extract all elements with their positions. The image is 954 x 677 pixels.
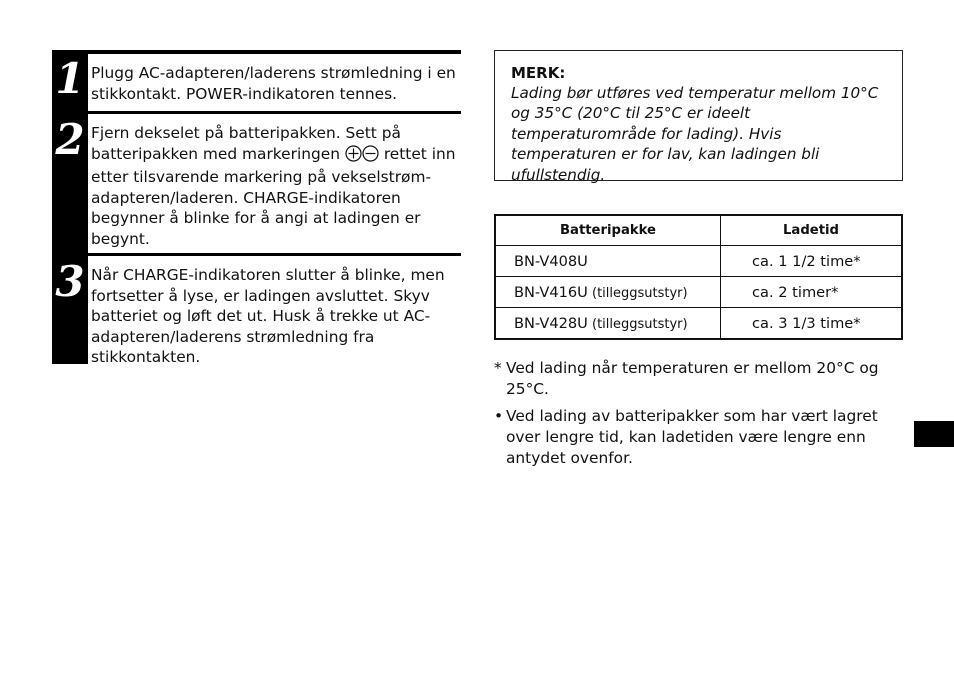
step-number: 2 [52,111,88,253]
footnote-temperature [494,358,894,400]
step-text-before: Fjern dekselet på batteripakken. Sett på batteripakken med markeringen [91,124,401,163]
step-number: 1 [52,50,88,111]
footnote-text: Ved lading når temperaturen er mellom 20°C og 25°C. [506,359,879,398]
step-1 [52,50,461,111]
table-row [495,308,902,340]
step-text: Når CHARGE-indikatoren slutter å blinke, men fortsetter å lyse, er ladingen avsluttet. Skyv batteriet og løft det ut. Husk å trekke ut AC-adapteren/laderens strømledning fra stikkontakten. [88,253,461,364]
charging-time-table [494,214,903,340]
battery-model: BN-V428U (tilleggsutstyr) [495,308,721,340]
note-text: Lading bør utføres ved temperatur mellom 10°C og 35°C (20°C til 25°C er ideelt temperaturområde for lading). Hvis temperaturen er for lav, kan ladingen bli ufullstendig. [511,84,879,184]
step-3 [52,253,461,367]
steps-list [52,50,461,367]
table-header-row [495,215,902,246]
note-title: MERK: [511,64,566,82]
plus-circle-icon [345,145,362,168]
column-header-battery: Batteripakke [495,215,721,246]
step-text [88,111,461,253]
footnote-storage [494,406,894,469]
step-text-after: rettet inn etter tilsvarende markering på vekselstrøm-adapteren/laderen. CHARGE-indikatoren begynner å blinke for å angi at ladingen er begynt. [91,144,456,248]
note-box [494,50,903,184]
page-edge-tab [914,421,954,447]
footnote-marker: * [494,359,502,377]
charging-time: ca. 2 timer* [721,277,903,308]
bullet-marker: • [494,407,504,425]
battery-model: BN-V416U (tilleggsutstyr) [495,277,721,308]
footnote-text: Ved lading av batteripakker som har vært lagret over lengre tid, kan ladetiden være lengre enn antydet ovenfor. [506,407,878,467]
charging-time: ca. 1 1/2 time* [721,246,903,277]
table-row [495,277,902,308]
step-2 [52,111,461,253]
table-row [495,246,902,277]
minus-circle-icon [362,145,379,168]
step-text: Plugg AC-adapteren/laderens strømledning i en stikkontakt. POWER-indikatoren tennes. [88,50,461,111]
charging-time: ca. 3 1/3 time* [721,308,903,340]
battery-model: BN-V408U [495,246,721,277]
step-number: 3 [52,253,88,364]
column-header-time: Ladetid [721,215,903,246]
